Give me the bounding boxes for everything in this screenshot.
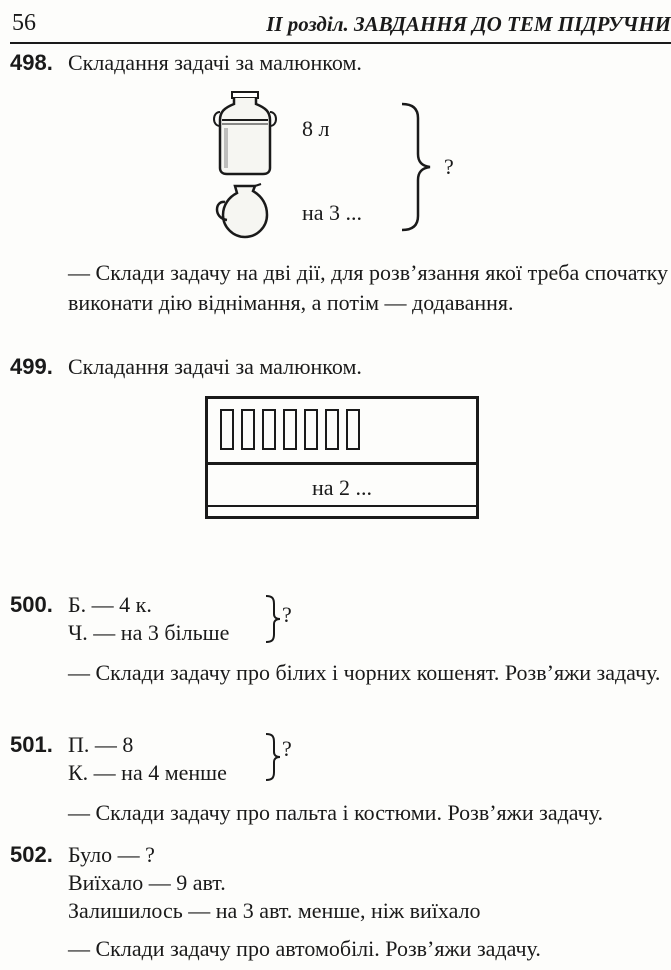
box-divider xyxy=(208,462,476,465)
task-number-498: 498. xyxy=(10,50,53,75)
task-line-500-1: Б. — 4 к. xyxy=(68,592,152,617)
question-mark-500: ? xyxy=(282,602,292,627)
task-number-501: 501. xyxy=(10,732,53,757)
bar-rectangle xyxy=(241,409,255,450)
label-na-2: на 2 ... xyxy=(311,475,373,500)
task-line-502-3: Залишилось — на 3 авт. менше, ніж виїхало xyxy=(68,898,481,923)
right-brace-icon xyxy=(264,732,282,782)
bar-rectangle xyxy=(283,409,297,450)
question-mark-498: ? xyxy=(444,154,454,179)
task-line-501-2: К. — на 4 менше xyxy=(68,760,227,785)
label-na-3: на 3 ... xyxy=(302,200,363,225)
task-number-502: 502. xyxy=(10,842,53,867)
bar-rectangle xyxy=(220,409,234,450)
page-number: 56 xyxy=(12,10,36,36)
task-line-502-2: Виїхало — 9 авт. xyxy=(68,870,226,895)
task-line-501-1: П. — 8 xyxy=(68,732,134,757)
bar-diagram-499 xyxy=(205,396,479,519)
task-title-498: Складання задачі за малюнком. xyxy=(68,50,362,75)
right-brace-icon xyxy=(398,102,432,232)
question-mark-501: ? xyxy=(282,736,292,761)
task-text-500: — Склади задачу про білих і чорних кошенят. Розв’яжи задачу. xyxy=(68,660,661,685)
task-number-499: 499. xyxy=(10,354,53,379)
bars-group xyxy=(220,409,360,450)
right-brace-icon xyxy=(264,594,282,644)
bar-rectangle xyxy=(325,409,339,450)
label-8-litres: 8 л xyxy=(302,116,330,141)
task-line-500-2: Ч. — на 3 більше xyxy=(68,620,230,645)
bar-rectangle xyxy=(304,409,318,450)
task-title-499: Складання задачі за малюнком. xyxy=(68,354,362,379)
task-line-502-1: Було — ? xyxy=(68,842,155,867)
running-title: II розділ. ЗАВДАННЯ ДО ТЕМ ПІДРУЧНИ xyxy=(266,12,671,36)
task-text-501: — Склади задачу про пальта і костюми. Розв’яжи задачу. xyxy=(68,800,604,825)
task-text-498: — Склади задачу на дві дії, для розв’язання якої треба спочатку виконати дію віднімання, а потім — додавання. xyxy=(68,260,668,315)
jug-icon xyxy=(213,182,273,240)
header-rule xyxy=(10,42,671,44)
bar-rectangle xyxy=(346,409,360,450)
task-text-502: — Склади задачу про автомобілі. Розв’яжи задачу. xyxy=(68,936,541,961)
box-bottom-line xyxy=(208,505,476,507)
bar-rectangle xyxy=(262,409,276,450)
task-number-500: 500. xyxy=(10,592,53,617)
milk-can-icon xyxy=(210,88,280,176)
